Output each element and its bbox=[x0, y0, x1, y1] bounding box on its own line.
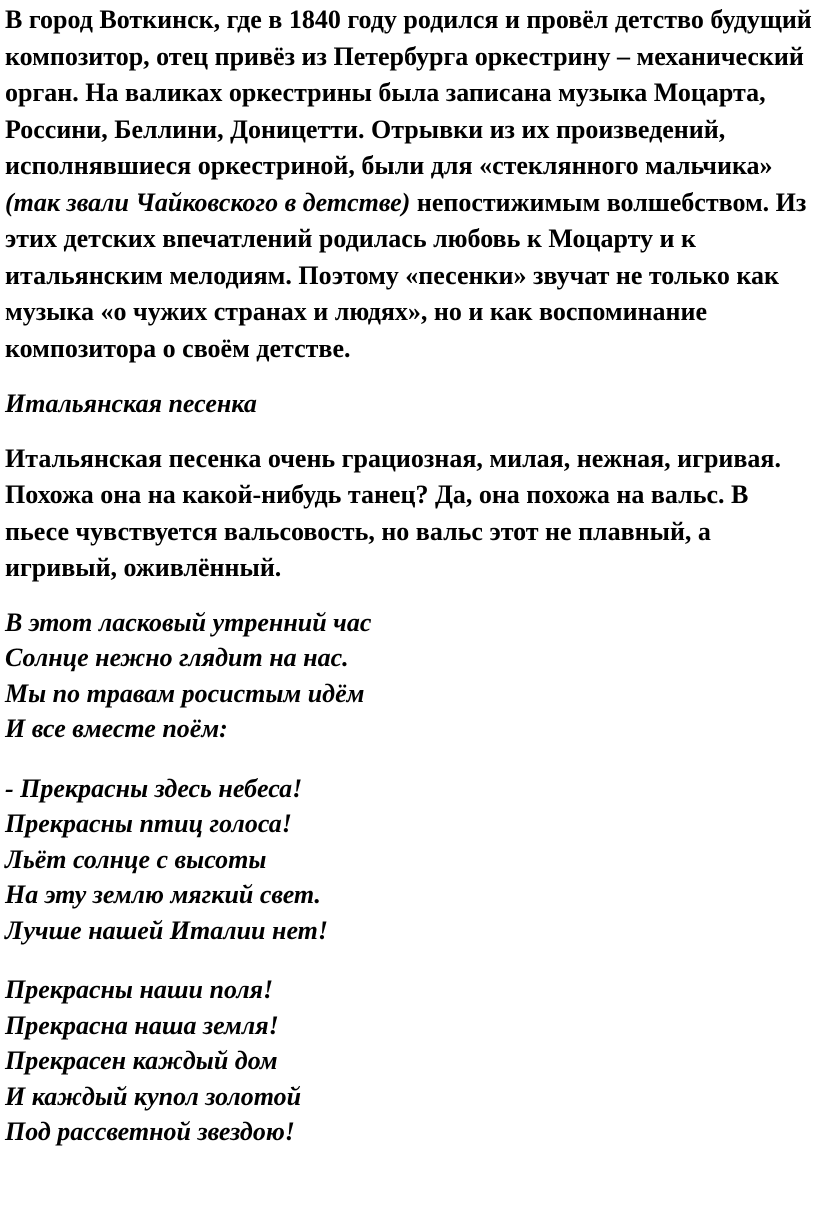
verse-line: Прекрасна наша земля! bbox=[5, 1010, 279, 1040]
verse-stanza-3 bbox=[5, 972, 813, 1150]
verse-line: Лучше нашей Италии нет! bbox=[5, 915, 328, 945]
document-page bbox=[5, 0, 813, 1150]
verse-line: И каждый купол золотой bbox=[5, 1081, 302, 1111]
verse-line: В этот ласковый утренний час bbox=[5, 607, 372, 637]
verse-line: - Прекрасны здесь небеса! bbox=[5, 773, 303, 803]
verse-line: Мы по травам росистым идём bbox=[5, 678, 365, 708]
verse-line: И все вместе поём: bbox=[5, 714, 228, 743]
description-paragraph: Итальянская песенка очень грациозная, милая, нежная, игривая. Похожа она на какой-нибудь танец? Да, она похожа на вальс. В пьесе чувствуется вальсовость, но вальс этот не плавный, а игривый, оживлённый. bbox=[5, 443, 782, 582]
verse-line: Под рассветной звездою! bbox=[5, 1117, 295, 1146]
intro-text-part1: В город Воткинск, где в 1840 году родился и провёл детство будущий композитор, отец привёз из Петербурга оркестрину – механический орган. На валиках оркестрины была записана музыка Моцарта, Россини, Беллини, Доницетти. Отрывки из их произведений, исполнявшиеся оркестриной, были для «стеклянного мальчика» bbox=[5, 5, 812, 180]
intro-text-part2: непостижимым волшебством. Из этих детских впечатлений родилась любовь к Моцарту и к итальянским мелодиям. Поэтому «песенки» звучат не только как музыка «о чужих странах и людях», но и как воспоминание композитора о своём детстве. bbox=[5, 187, 807, 363]
section-heading: Итальянская песенка bbox=[5, 389, 257, 418]
verse-line: Солнце нежно глядит на нас. bbox=[5, 643, 349, 672]
verse-line: Льёт солнце с высоты bbox=[5, 844, 267, 874]
verse-line: Прекрасны наши поля! bbox=[5, 975, 274, 1004]
verse-line: На эту землю мягкий свет. bbox=[5, 880, 321, 909]
intro-italic-note: (так звали Чайковского в детстве) bbox=[5, 187, 411, 217]
verse-line: Прекрасны птиц голоса! bbox=[5, 809, 292, 838]
verse-stanza-2 bbox=[5, 771, 813, 949]
verse-stanza-1 bbox=[5, 605, 813, 747]
verse-line: Прекрасен каждый дом bbox=[5, 1046, 278, 1075]
intro-paragraph bbox=[5, 2, 813, 367]
